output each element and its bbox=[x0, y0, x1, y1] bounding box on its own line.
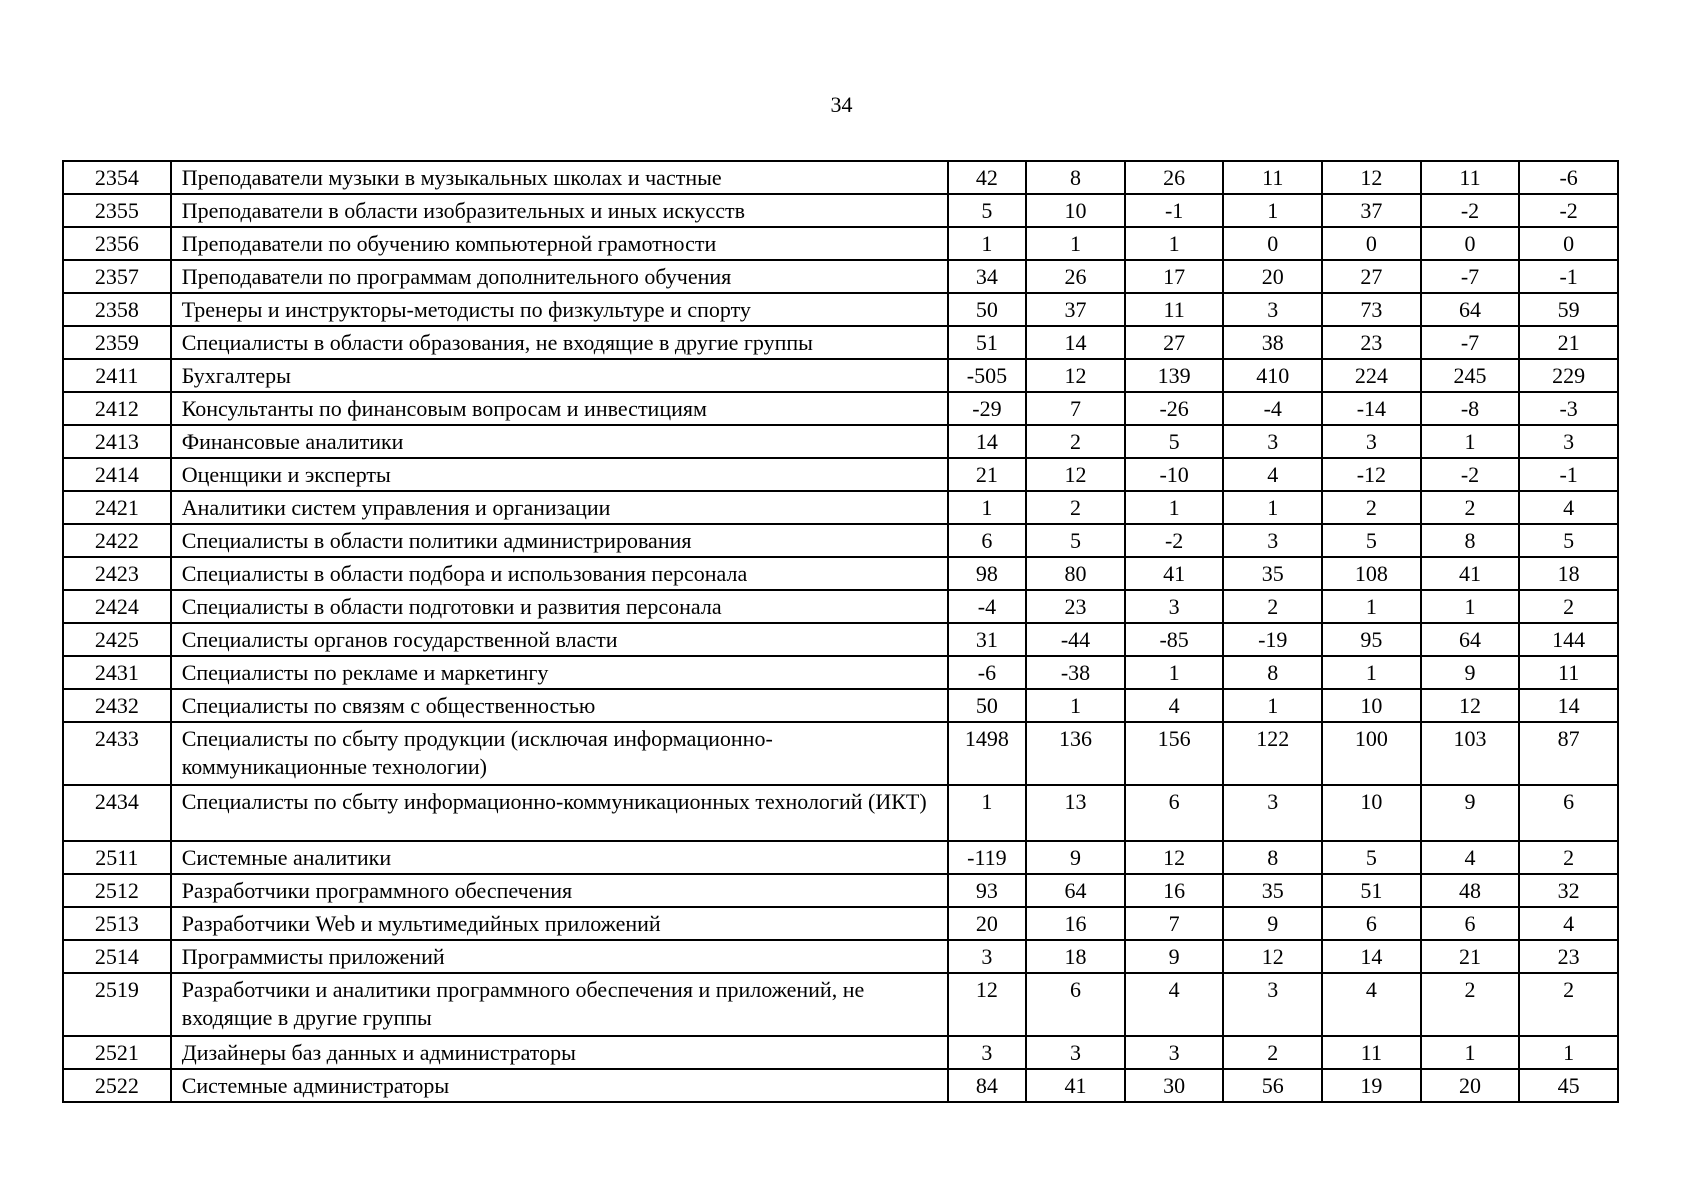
value-cell: 3 bbox=[1223, 785, 1322, 841]
value-cell: -3 bbox=[1519, 392, 1618, 425]
value-cell: 64 bbox=[1421, 293, 1520, 326]
value-cell: 48 bbox=[1421, 874, 1520, 907]
value-cell: 1 bbox=[1125, 227, 1224, 260]
occupation-code-cell: 2512 bbox=[63, 874, 171, 907]
value-cell: 12 bbox=[1026, 359, 1125, 392]
value-cell: 12 bbox=[1322, 161, 1421, 194]
occupation-code-cell: 2513 bbox=[63, 907, 171, 940]
occupation-table bbox=[62, 160, 1619, 1103]
table-row bbox=[63, 1036, 1618, 1069]
value-cell: 11 bbox=[1322, 1036, 1421, 1069]
value-cell: 5 bbox=[1125, 425, 1224, 458]
value-cell: 3 bbox=[1223, 973, 1322, 1036]
value-cell: -14 bbox=[1322, 392, 1421, 425]
value-cell: 50 bbox=[948, 689, 1027, 722]
value-cell: 41 bbox=[1125, 557, 1224, 590]
value-cell: 23 bbox=[1026, 590, 1125, 623]
value-cell: 1 bbox=[1125, 491, 1224, 524]
occupation-name-cell: Бухгалтеры bbox=[171, 359, 948, 392]
table-row bbox=[63, 940, 1618, 973]
occupation-name-cell: Аналитики систем управления и организации bbox=[171, 491, 948, 524]
value-cell: 73 bbox=[1322, 293, 1421, 326]
value-cell: 245 bbox=[1421, 359, 1520, 392]
value-cell: 1 bbox=[1322, 656, 1421, 689]
value-cell: 2 bbox=[1519, 590, 1618, 623]
value-cell: 41 bbox=[1421, 557, 1520, 590]
value-cell: 41 bbox=[1026, 1069, 1125, 1102]
value-cell: 1 bbox=[948, 491, 1027, 524]
value-cell: 2 bbox=[1421, 973, 1520, 1036]
value-cell: 11 bbox=[1421, 161, 1520, 194]
value-cell: 0 bbox=[1519, 227, 1618, 260]
value-cell: 5 bbox=[948, 194, 1027, 227]
table-row bbox=[63, 194, 1618, 227]
table-row bbox=[63, 293, 1618, 326]
value-cell: 1 bbox=[1125, 656, 1224, 689]
value-cell: 26 bbox=[1026, 260, 1125, 293]
value-cell: 3 bbox=[1322, 425, 1421, 458]
value-cell: 20 bbox=[1223, 260, 1322, 293]
value-cell: 410 bbox=[1223, 359, 1322, 392]
value-cell: 17 bbox=[1125, 260, 1224, 293]
value-cell: 21 bbox=[1421, 940, 1520, 973]
value-cell: 14 bbox=[948, 425, 1027, 458]
table-row bbox=[63, 874, 1618, 907]
occupation-code-cell: 2433 bbox=[63, 722, 171, 785]
table-row bbox=[63, 841, 1618, 874]
occupation-code-cell: 2357 bbox=[63, 260, 171, 293]
value-cell: 9 bbox=[1026, 841, 1125, 874]
occupation-name-cell: Специалисты органов государственной власти bbox=[171, 623, 948, 656]
value-cell: 20 bbox=[948, 907, 1027, 940]
occupation-name-cell: Дизайнеры баз данных и администраторы bbox=[171, 1036, 948, 1069]
value-cell: 64 bbox=[1026, 874, 1125, 907]
value-cell: 1 bbox=[1519, 1036, 1618, 1069]
value-cell: 1 bbox=[1322, 590, 1421, 623]
value-cell: 35 bbox=[1223, 557, 1322, 590]
value-cell: 35 bbox=[1223, 874, 1322, 907]
occupation-name-cell: Системные аналитики bbox=[171, 841, 948, 874]
occupation-code-cell: 2355 bbox=[63, 194, 171, 227]
occupation-name-cell: Специалисты в области политики администрирования bbox=[171, 524, 948, 557]
occupation-name-cell: Оценщики и эксперты bbox=[171, 458, 948, 491]
value-cell: 12 bbox=[948, 973, 1027, 1036]
value-cell: 4 bbox=[1421, 841, 1520, 874]
table-row bbox=[63, 359, 1618, 392]
value-cell: -1 bbox=[1519, 260, 1618, 293]
value-cell: 6 bbox=[1519, 785, 1618, 841]
value-cell: 42 bbox=[948, 161, 1027, 194]
value-cell: -7 bbox=[1421, 326, 1520, 359]
value-cell: -85 bbox=[1125, 623, 1224, 656]
value-cell: 11 bbox=[1223, 161, 1322, 194]
value-cell: 4 bbox=[1125, 689, 1224, 722]
value-cell: 16 bbox=[1125, 874, 1224, 907]
value-cell: 3 bbox=[1026, 1036, 1125, 1069]
occupation-name-cell: Специалисты по рекламе и маркетингу bbox=[171, 656, 948, 689]
occupation-name-cell: Специалисты в области образования, не входящие в другие группы bbox=[171, 326, 948, 359]
table-row bbox=[63, 785, 1618, 841]
value-cell: 30 bbox=[1125, 1069, 1224, 1102]
occupation-name-cell: Программисты приложений bbox=[171, 940, 948, 973]
value-cell: 84 bbox=[948, 1069, 1027, 1102]
value-cell: -6 bbox=[948, 656, 1027, 689]
occupation-code-cell: 2423 bbox=[63, 557, 171, 590]
value-cell: 1 bbox=[948, 785, 1027, 841]
occupation-code-cell: 2434 bbox=[63, 785, 171, 841]
occupation-code-cell: 2354 bbox=[63, 161, 171, 194]
value-cell: 2 bbox=[1223, 1036, 1322, 1069]
value-cell: -4 bbox=[1223, 392, 1322, 425]
value-cell: 18 bbox=[1519, 557, 1618, 590]
value-cell: 1 bbox=[1223, 194, 1322, 227]
value-cell: 3 bbox=[1519, 425, 1618, 458]
value-cell: 6 bbox=[1421, 907, 1520, 940]
value-cell: -1 bbox=[1519, 458, 1618, 491]
occupation-code-cell: 2358 bbox=[63, 293, 171, 326]
value-cell: 26 bbox=[1125, 161, 1224, 194]
occupation-code-cell: 2521 bbox=[63, 1036, 171, 1069]
value-cell: 7 bbox=[1125, 907, 1224, 940]
value-cell: 5 bbox=[1322, 524, 1421, 557]
occupation-code-cell: 2519 bbox=[63, 973, 171, 1036]
value-cell: -2 bbox=[1125, 524, 1224, 557]
value-cell: -44 bbox=[1026, 623, 1125, 656]
value-cell: 0 bbox=[1421, 227, 1520, 260]
occupation-code-cell: 2359 bbox=[63, 326, 171, 359]
value-cell: 10 bbox=[1322, 689, 1421, 722]
value-cell: 14 bbox=[1519, 689, 1618, 722]
occupation-name-cell: Преподаватели по программам дополнительного обучения bbox=[171, 260, 948, 293]
value-cell: 229 bbox=[1519, 359, 1618, 392]
value-cell: 224 bbox=[1322, 359, 1421, 392]
table-row bbox=[63, 907, 1618, 940]
value-cell: 1498 bbox=[948, 722, 1027, 785]
value-cell: 2 bbox=[1519, 973, 1618, 1036]
value-cell: 98 bbox=[948, 557, 1027, 590]
value-cell: 11 bbox=[1519, 656, 1618, 689]
table-row bbox=[63, 392, 1618, 425]
occupation-code-cell: 2356 bbox=[63, 227, 171, 260]
value-cell: -2 bbox=[1519, 194, 1618, 227]
table-row bbox=[63, 458, 1618, 491]
value-cell: 2 bbox=[1322, 491, 1421, 524]
occupation-code-cell: 2425 bbox=[63, 623, 171, 656]
value-cell: 12 bbox=[1421, 689, 1520, 722]
value-cell: 156 bbox=[1125, 722, 1224, 785]
value-cell: 0 bbox=[1223, 227, 1322, 260]
value-cell: 10 bbox=[1322, 785, 1421, 841]
value-cell: 20 bbox=[1421, 1069, 1520, 1102]
value-cell: 9 bbox=[1421, 656, 1520, 689]
value-cell: 4 bbox=[1125, 973, 1224, 1036]
value-cell: -1 bbox=[1125, 194, 1224, 227]
value-cell: 1 bbox=[1026, 227, 1125, 260]
value-cell: 87 bbox=[1519, 722, 1618, 785]
value-cell: 16 bbox=[1026, 907, 1125, 940]
value-cell: 59 bbox=[1519, 293, 1618, 326]
occupation-name-cell: Консультанты по финансовым вопросам и инвестициям bbox=[171, 392, 948, 425]
value-cell: 23 bbox=[1322, 326, 1421, 359]
value-cell: 5 bbox=[1519, 524, 1618, 557]
value-cell: 38 bbox=[1223, 326, 1322, 359]
value-cell: 122 bbox=[1223, 722, 1322, 785]
value-cell: 1 bbox=[948, 227, 1027, 260]
occupation-name-cell: Системные администраторы bbox=[171, 1069, 948, 1102]
value-cell: 27 bbox=[1125, 326, 1224, 359]
table-row bbox=[63, 491, 1618, 524]
value-cell: 56 bbox=[1223, 1069, 1322, 1102]
value-cell: 9 bbox=[1125, 940, 1224, 973]
value-cell: 95 bbox=[1322, 623, 1421, 656]
value-cell: -6 bbox=[1519, 161, 1618, 194]
occupation-name-cell: Разработчики и аналитики программного обеспечения и приложений, не входящие в другие группы bbox=[171, 973, 948, 1036]
value-cell: 12 bbox=[1125, 841, 1224, 874]
value-cell: -4 bbox=[948, 590, 1027, 623]
value-cell: 14 bbox=[1026, 326, 1125, 359]
table-row bbox=[63, 260, 1618, 293]
value-cell: 1 bbox=[1026, 689, 1125, 722]
value-cell: 144 bbox=[1519, 623, 1618, 656]
table-row bbox=[63, 557, 1618, 590]
value-cell: 14 bbox=[1322, 940, 1421, 973]
occupation-code-cell: 2514 bbox=[63, 940, 171, 973]
table-row bbox=[63, 1069, 1618, 1102]
table-body bbox=[63, 161, 1618, 1102]
occupation-name-cell: Преподаватели по обучению компьютерной грамотности bbox=[171, 227, 948, 260]
value-cell: -2 bbox=[1421, 458, 1520, 491]
value-cell: 139 bbox=[1125, 359, 1224, 392]
value-cell: 136 bbox=[1026, 722, 1125, 785]
value-cell: 5 bbox=[1026, 524, 1125, 557]
value-cell: 4 bbox=[1223, 458, 1322, 491]
occupation-code-cell: 2431 bbox=[63, 656, 171, 689]
value-cell: 27 bbox=[1322, 260, 1421, 293]
table-row bbox=[63, 656, 1618, 689]
value-cell: 2 bbox=[1519, 841, 1618, 874]
value-cell: 100 bbox=[1322, 722, 1421, 785]
value-cell: 1 bbox=[1421, 425, 1520, 458]
value-cell: 8 bbox=[1421, 524, 1520, 557]
value-cell: 21 bbox=[1519, 326, 1618, 359]
occupation-name-cell: Финансовые аналитики bbox=[171, 425, 948, 458]
value-cell: -19 bbox=[1223, 623, 1322, 656]
value-cell: 103 bbox=[1421, 722, 1520, 785]
value-cell: -119 bbox=[948, 841, 1027, 874]
value-cell: 11 bbox=[1125, 293, 1224, 326]
value-cell: 12 bbox=[1026, 458, 1125, 491]
value-cell: -7 bbox=[1421, 260, 1520, 293]
value-cell: -10 bbox=[1125, 458, 1224, 491]
value-cell: 1 bbox=[1421, 1036, 1520, 1069]
occupation-code-cell: 2432 bbox=[63, 689, 171, 722]
value-cell: 2 bbox=[1026, 425, 1125, 458]
occupation-name-cell: Преподаватели в области изобразительных и иных искусств bbox=[171, 194, 948, 227]
value-cell: -8 bbox=[1421, 392, 1520, 425]
value-cell: 32 bbox=[1519, 874, 1618, 907]
occupation-name-cell: Преподаватели музыки в музыкальных школах и частные bbox=[171, 161, 948, 194]
occupation-name-cell: Разработчики Web и мультимедийных приложений bbox=[171, 907, 948, 940]
occupation-code-cell: 2422 bbox=[63, 524, 171, 557]
value-cell: 6 bbox=[948, 524, 1027, 557]
value-cell: 8 bbox=[1223, 841, 1322, 874]
table-container bbox=[62, 160, 1619, 1103]
occupation-name-cell: Специалисты по сбыту информационно-коммуникационных технологий (ИКТ) bbox=[171, 785, 948, 841]
occupation-code-cell: 2413 bbox=[63, 425, 171, 458]
occupation-code-cell: 2421 bbox=[63, 491, 171, 524]
value-cell: 37 bbox=[1026, 293, 1125, 326]
occupation-name-cell: Разработчики программного обеспечения bbox=[171, 874, 948, 907]
value-cell: 9 bbox=[1223, 907, 1322, 940]
value-cell: 1 bbox=[1223, 491, 1322, 524]
value-cell: 93 bbox=[948, 874, 1027, 907]
value-cell: 23 bbox=[1519, 940, 1618, 973]
table-row bbox=[63, 590, 1618, 623]
value-cell: -26 bbox=[1125, 392, 1224, 425]
value-cell: 2 bbox=[1421, 491, 1520, 524]
value-cell: 6 bbox=[1026, 973, 1125, 1036]
value-cell: -505 bbox=[948, 359, 1027, 392]
table-row bbox=[63, 227, 1618, 260]
value-cell: 13 bbox=[1026, 785, 1125, 841]
value-cell: 51 bbox=[948, 326, 1027, 359]
value-cell: 3 bbox=[1223, 524, 1322, 557]
value-cell: 4 bbox=[1519, 491, 1618, 524]
value-cell: 0 bbox=[1322, 227, 1421, 260]
value-cell: 37 bbox=[1322, 194, 1421, 227]
value-cell: 3 bbox=[1223, 293, 1322, 326]
value-cell: 21 bbox=[948, 458, 1027, 491]
occupation-name-cell: Специалисты по связям с общественностью bbox=[171, 689, 948, 722]
value-cell: 64 bbox=[1421, 623, 1520, 656]
value-cell: 6 bbox=[1322, 907, 1421, 940]
value-cell: 9 bbox=[1421, 785, 1520, 841]
value-cell: 108 bbox=[1322, 557, 1421, 590]
value-cell: 50 bbox=[948, 293, 1027, 326]
occupation-code-cell: 2411 bbox=[63, 359, 171, 392]
occupation-code-cell: 2511 bbox=[63, 841, 171, 874]
occupation-name-cell: Специалисты в области подбора и использования персонала bbox=[171, 557, 948, 590]
value-cell: 6 bbox=[1125, 785, 1224, 841]
value-cell: 3 bbox=[1125, 1036, 1224, 1069]
table-row bbox=[63, 689, 1618, 722]
value-cell: 45 bbox=[1519, 1069, 1618, 1102]
value-cell: 3 bbox=[948, 940, 1027, 973]
value-cell: 10 bbox=[1026, 194, 1125, 227]
occupation-name-cell: Тренеры и инструкторы-методисты по физкультуре и спорту bbox=[171, 293, 948, 326]
value-cell: 1 bbox=[1421, 590, 1520, 623]
value-cell: 4 bbox=[1519, 907, 1618, 940]
occupation-code-cell: 2412 bbox=[63, 392, 171, 425]
value-cell: 4 bbox=[1322, 973, 1421, 1036]
value-cell: 19 bbox=[1322, 1069, 1421, 1102]
value-cell: 8 bbox=[1026, 161, 1125, 194]
value-cell: 1 bbox=[1223, 689, 1322, 722]
table-row bbox=[63, 326, 1618, 359]
table-row bbox=[63, 973, 1618, 1036]
value-cell: -12 bbox=[1322, 458, 1421, 491]
occupation-code-cell: 2522 bbox=[63, 1069, 171, 1102]
occupation-code-cell: 2424 bbox=[63, 590, 171, 623]
value-cell: 3 bbox=[1125, 590, 1224, 623]
table-row bbox=[63, 161, 1618, 194]
value-cell: 12 bbox=[1223, 940, 1322, 973]
table-row bbox=[63, 425, 1618, 458]
table-row bbox=[63, 722, 1618, 785]
value-cell: 2 bbox=[1223, 590, 1322, 623]
value-cell: 5 bbox=[1322, 841, 1421, 874]
value-cell: 8 bbox=[1223, 656, 1322, 689]
value-cell: -29 bbox=[948, 392, 1027, 425]
table-row bbox=[63, 524, 1618, 557]
occupation-name-cell: Специалисты по сбыту продукции (исключая информационно-коммуникационные технологии) bbox=[171, 722, 948, 785]
value-cell: 7 bbox=[1026, 392, 1125, 425]
value-cell: 31 bbox=[948, 623, 1027, 656]
value-cell: 51 bbox=[1322, 874, 1421, 907]
page-number: 34 bbox=[830, 92, 853, 117]
occupation-name-cell: Специалисты в области подготовки и развития персонала bbox=[171, 590, 948, 623]
value-cell: 80 bbox=[1026, 557, 1125, 590]
value-cell: 18 bbox=[1026, 940, 1125, 973]
value-cell: -2 bbox=[1421, 194, 1520, 227]
value-cell: -38 bbox=[1026, 656, 1125, 689]
table-row bbox=[63, 623, 1618, 656]
occupation-code-cell: 2414 bbox=[63, 458, 171, 491]
value-cell: 3 bbox=[1223, 425, 1322, 458]
value-cell: 3 bbox=[948, 1036, 1027, 1069]
value-cell: 34 bbox=[948, 260, 1027, 293]
value-cell: 2 bbox=[1026, 491, 1125, 524]
